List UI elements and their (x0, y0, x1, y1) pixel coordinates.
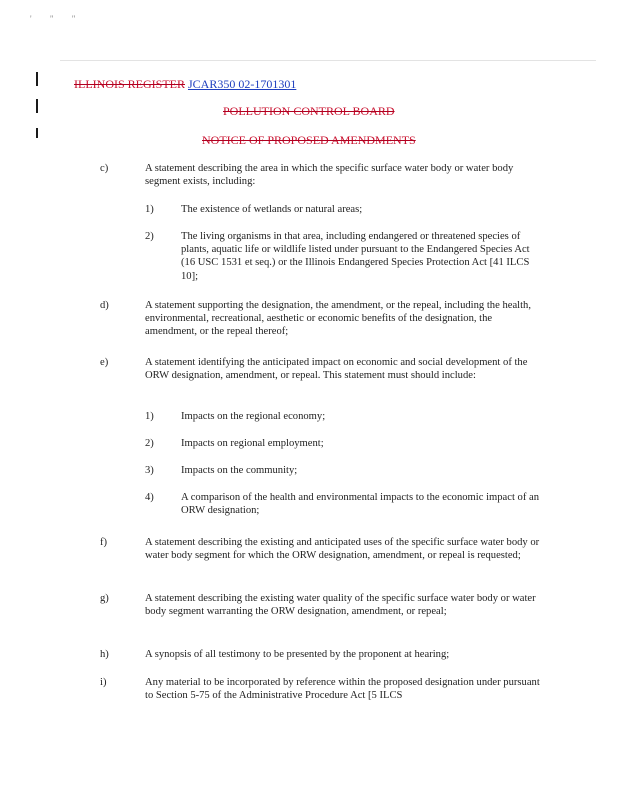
sub-item-text: Impacts on the community; (181, 465, 298, 476)
item-text: Any material to be incorporated by reference within the proposed designation under pursuant to Section 5-75 of the Administrative Procedure Act [5 ILCS (145, 677, 540, 702)
sub-item-text: Impacts on regional employment; (181, 438, 324, 449)
item-text: A statement supporting the designation, the amendment, or the repeal, including the health, environmental, recreational, aesthetic or economic benefits of the designation, the amendment, or the repeal thereof; (145, 300, 531, 338)
sub-item-text: The existence of wetlands or natural areas; (181, 204, 363, 215)
list-item-f (100, 536, 540, 562)
register-citation-inserted: JCAR350 02-1701301 (188, 77, 297, 91)
sub-item-e1 (145, 410, 540, 423)
sub-item-e4 (145, 491, 540, 517)
item-label: g) (100, 593, 109, 604)
sub-item-text: Impacts on the regional economy; (181, 411, 326, 422)
top-rule (60, 60, 596, 61)
sub-item-c2 (145, 230, 540, 283)
sub-item-label: 2) (145, 438, 154, 449)
sub-item-text: The living organisms in that area, including endangered or threatened species of plants, aquatic life or wildlife listed under pursuant to the Endangered Species Act (16 USC 1531 et seq.) or the Illinois Endangered Species Protection Act [41 ILCS 10]; (181, 231, 530, 282)
sub-item-e2 (145, 437, 540, 450)
scan-corner-marks: ' " " (30, 14, 84, 24)
item-label: f) (100, 537, 108, 548)
change-bar (36, 128, 38, 138)
list-item-h (100, 648, 540, 661)
sub-item-label: 1) (145, 204, 154, 215)
item-label: i) (100, 677, 107, 688)
change-bar (36, 99, 38, 113)
agency-title (223, 104, 395, 118)
sub-item-c1 (145, 203, 540, 216)
change-bar (36, 72, 38, 86)
item-text: A synopsis of all testimony to be presented by the proponent at hearing; (145, 649, 450, 660)
sub-item-label: 2) (145, 231, 154, 242)
register-citation-line (74, 77, 296, 91)
item-label: e) (100, 357, 109, 368)
sub-item-label: 4) (145, 492, 154, 503)
sub-item-text: A comparison of the health and environmental impacts to the economic impact of an ORW designation; (181, 492, 540, 517)
sub-item-label: 3) (145, 465, 154, 476)
item-label: c) (100, 163, 109, 174)
item-text: A statement describing the existing and anticipated uses of the specific surface water body or water body segment for which the ORW designation, amendment, or repeal is requested; (145, 537, 540, 562)
list-item-d (100, 299, 540, 339)
item-text: A statement describing the existing water quality of the specific surface water body or water body segment warranting the ORW designation, amendment, or repeal; (145, 593, 536, 618)
item-text: A statement describing the area in which the specific surface water body or water body segment exists, including: (145, 163, 514, 188)
list-item-g (100, 592, 540, 618)
item-label: h) (100, 649, 109, 660)
list-item-c (100, 162, 540, 188)
list-item-i (100, 676, 540, 702)
notice-title-struck: NOTICE OF PROPOSED AMENDMENTS (202, 133, 416, 147)
notice-title (202, 133, 416, 147)
list-item-e (100, 356, 540, 382)
sub-item-label: 1) (145, 411, 154, 422)
register-citation-struck: ILLINOIS REGISTER (74, 77, 185, 91)
agency-title-struck: POLLUTION CONTROL BOARD (223, 104, 395, 118)
item-text: A statement identifying the anticipated impact on economic and social development of the ORW designation, amendment, or repeal. This statement must should include: (145, 357, 528, 382)
item-label: d) (100, 300, 109, 311)
sub-item-e3 (145, 464, 540, 477)
